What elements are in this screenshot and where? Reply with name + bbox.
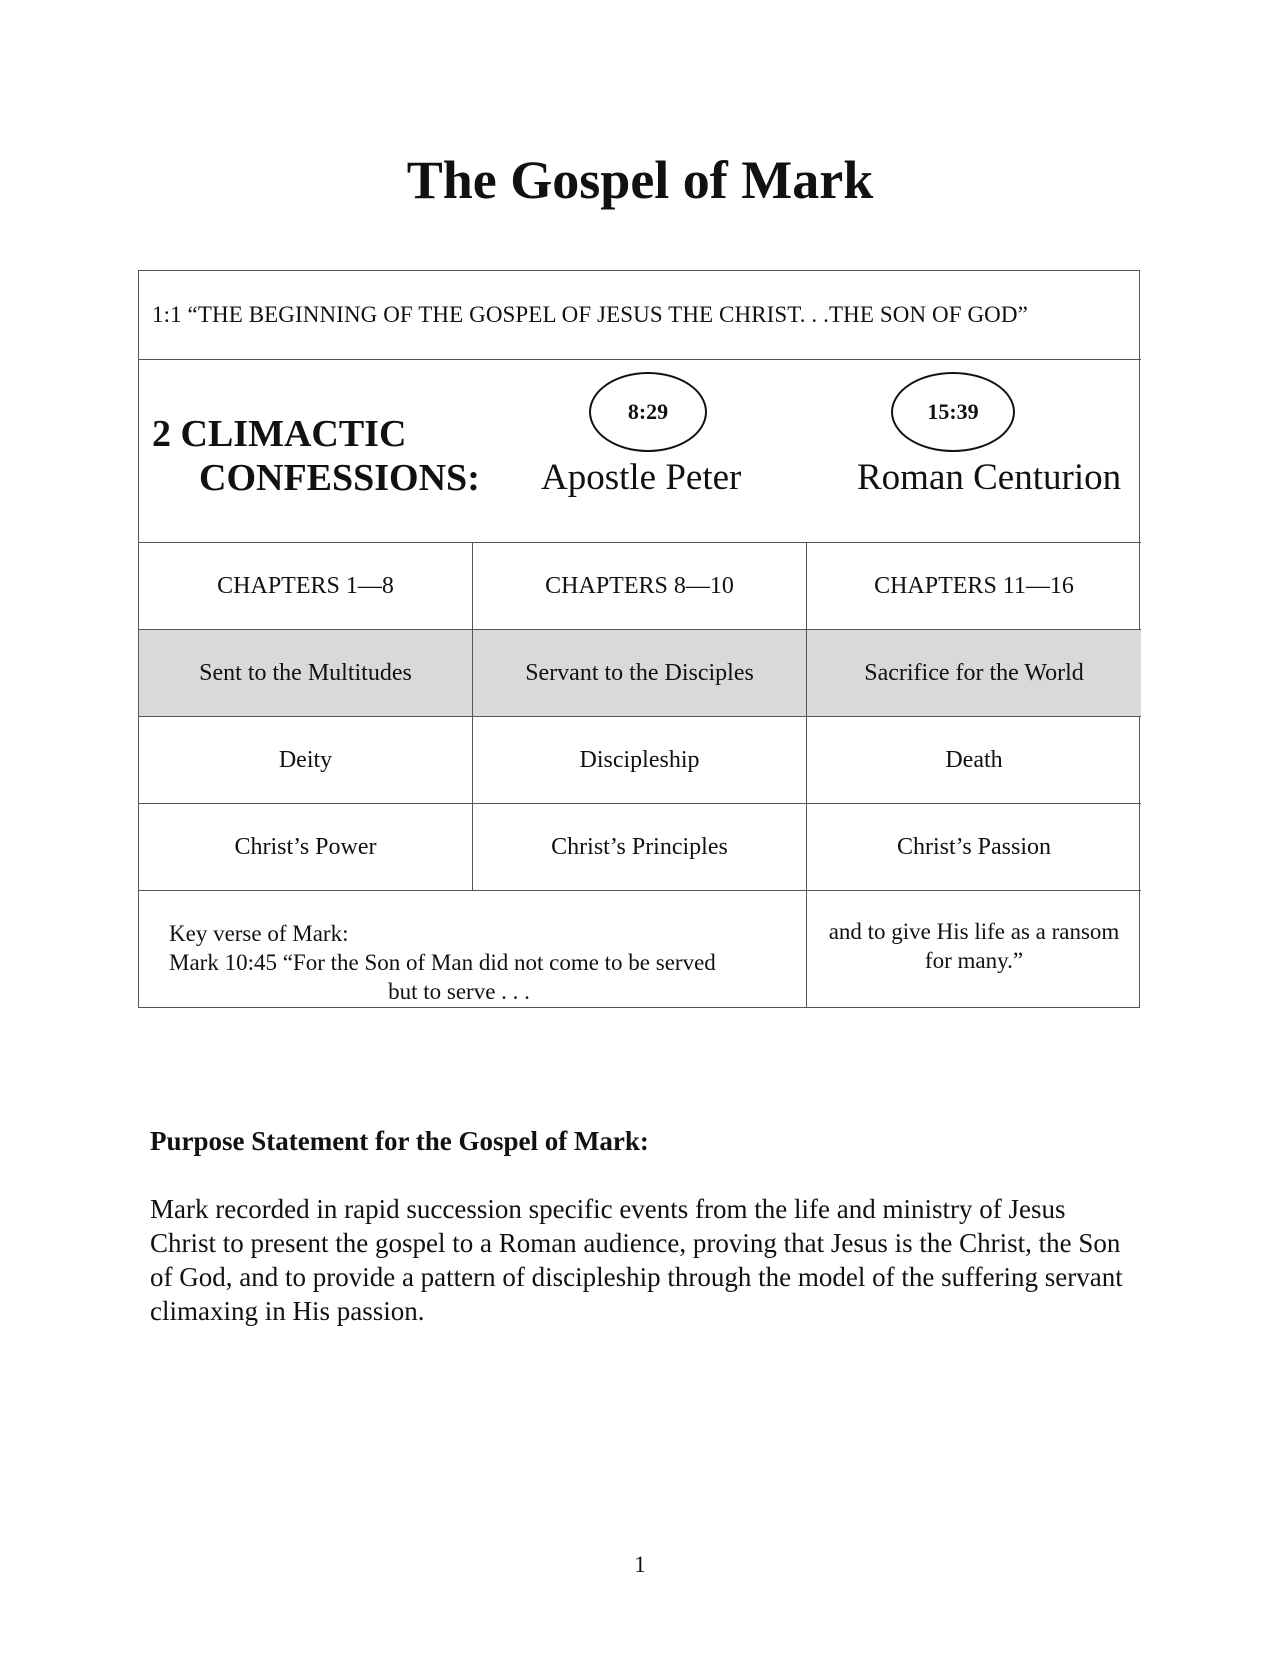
christ-cell-1: Christ’s Power (234, 833, 377, 860)
confessions-row (139, 359, 1141, 542)
chart-header-verse: 1:1 “THE BEGINNING OF THE GOSPEL OF JESUS THE CHRIST. . .THE SON OF GOD” (152, 302, 1028, 327)
key-verse-line2: but to serve . . . (388, 979, 530, 1004)
page-number: 1 (634, 1552, 646, 1577)
theme-cell-2: Servant to the Disciples (472, 630, 806, 716)
key-verse (169, 919, 769, 1006)
confessions-label-line1: 2 CLIMACTIC (152, 413, 407, 455)
key-verse-row (139, 890, 1141, 1007)
christ-row (139, 803, 1141, 890)
key-verse-continuation: and to give His life as a ransom for many.” (828, 919, 1120, 973)
chapters-row (139, 542, 1141, 629)
key-verse-line1: Mark 10:45 “For the Son of Man did not come to be served (169, 950, 716, 975)
focus-cell-3: Death (806, 717, 1141, 803)
confessor-centurion: Roman Centurion (857, 457, 1122, 498)
confessor-peter: Apostle Peter (541, 457, 742, 498)
overview-chart (138, 270, 1140, 1008)
page-title: The Gospel of Mark (406, 150, 874, 210)
chart-header-row (139, 271, 1141, 359)
purpose-body: Mark recorded in rapid succession specific events from the life and ministry of Jesus Christ to present the gospel to a Roman audience, proving that Jesus is the Christ, the Son of God, and to provide a pattern of discipleship through the model of the suffering servant climaxing in His passion. (150, 1194, 1123, 1326)
key-verse-continuation-cell (806, 891, 1141, 1007)
chapters-cell-2: CHAPTERS 8—10 (472, 543, 806, 629)
chapters-cell-3: CHAPTERS 11—16 (806, 543, 1141, 629)
key-verse-label: Key verse of Mark: (169, 921, 349, 946)
christ-cell-2: Christ’s Principles (472, 804, 806, 890)
theme-row (139, 629, 1141, 716)
focus-cell-1: Deity (278, 746, 333, 773)
focus-row (139, 716, 1141, 803)
chapters-cell-1: CHAPTERS 1—8 (217, 572, 394, 599)
theme-cell-3: Sacrifice for the World (806, 630, 1141, 716)
purpose-heading: Purpose Statement for the Gospel of Mark: (150, 1126, 649, 1156)
confessions-label (152, 412, 480, 500)
christ-cell-3: Christ’s Passion (806, 804, 1141, 890)
confession-reference-centurion: 15:39 (891, 372, 1015, 452)
focus-cell-2: Discipleship (472, 717, 806, 803)
confession-reference-peter: 8:29 (589, 372, 707, 452)
confessions-label-line2: CONFESSIONS: (199, 457, 480, 499)
theme-cell-1: Sent to the Multitudes (199, 659, 412, 686)
